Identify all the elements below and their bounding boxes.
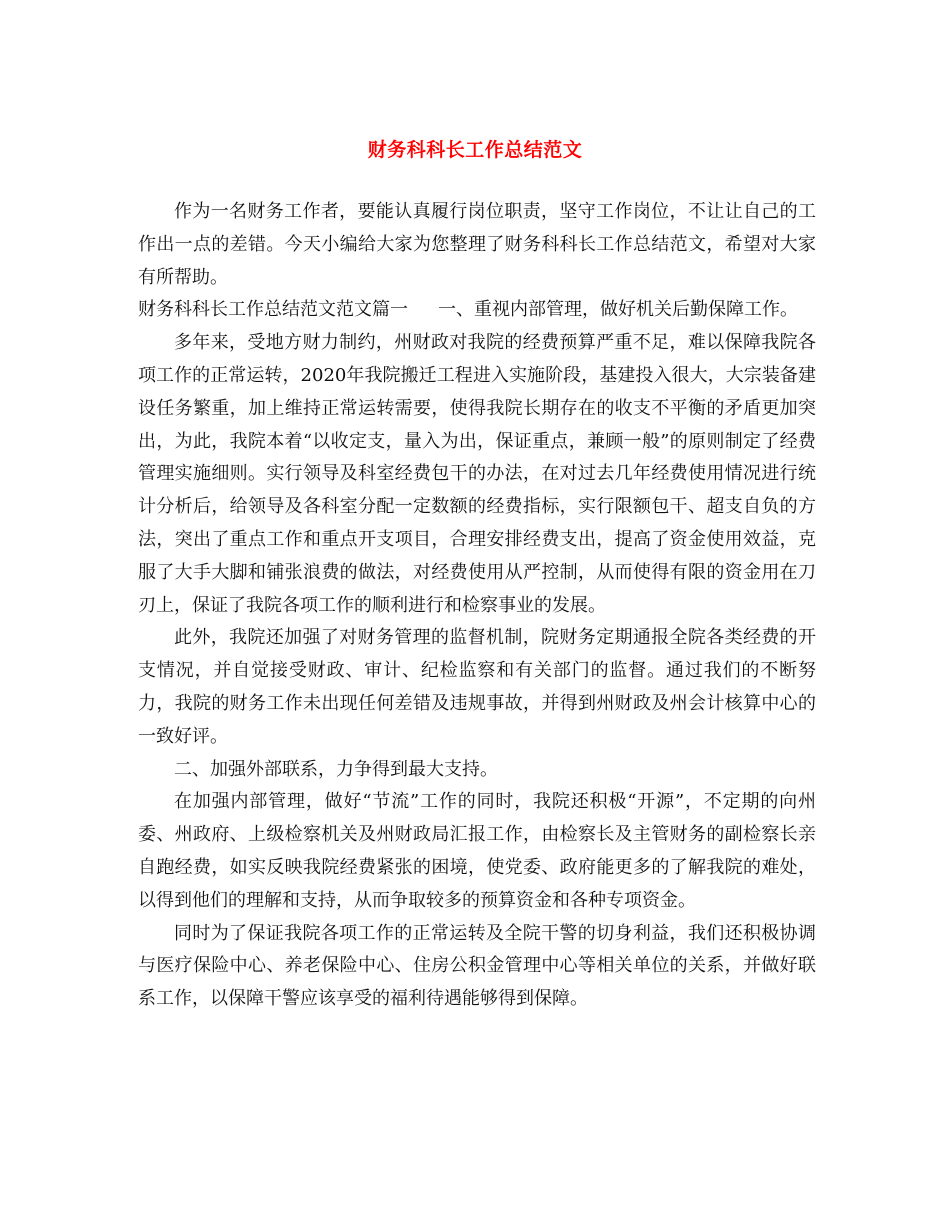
paragraph-budget-management: 多年来，受地方财力制约，州财政对我院的经费预算严重不足，难以保障我院各项工作的正常运转，2020年我院搬迁工程进入实施阶段，基建投入很大，大宗装备建设任务繁重，加上维持正常运转需要，使得我院长期存在的收支不平衡的矛盾更加突出，为此，我院本着“以收定支，量入为出，保证重点，兼顾一般”的原则制定了经费管理实施细则。实行领导及科室经费包干的办法，在对过去几年经费使用情况进行统计分析后，给领导及各科室分配一定数额的经费指标，实行限额包干、超支自负的方法，突出了重点工作和重点开支项目，合理安排经费支出，提高了资金使用效益，克服了大手大脚和铺张浪费的做法，对经费使用从严控制，从而使得有限的资金用在刀刃上，保证了我院各项工作的顺利进行和检察事业的发展。 [138, 332, 816, 616]
paragraph-supervision: 此外，我院还加强了对财务管理的监督机制，院财务定期通报全院各类经费的开支情况，并自觉接受财政、审计、纪检监察和有关部门的监督。通过我们的不断努力，我院的财务工作未出现任何差错及违规事故，并得到州财政及州会计核算中心的一致好评。 [138, 627, 816, 747]
intro-paragraph: 作为一名财务工作者，要能认真履行岗位职责，坚守工作岗位，不让让自己的工作出一点的差错。今天小编给大家为您整理了财务科科长工作总结范文，希望对大家有所帮助。 [138, 201, 816, 288]
paragraph-open-source: 在加强内部管理，做好“节流”工作的同时，我院还积极“开源”，不定期的向州委、州政府、上级检察机关及州财政局汇报工作，由检察长及主管财务的副检察长亲自跑经费，如实反映我院经费紧张的困境，使党委、政府能更多的了解我院的难处，以得到他们的理解和支持，从而争取较多的预算资金和各种专项资金。 [138, 791, 816, 911]
paragraph-welfare: 同时为了保证我院各项工作的正常运转及全院干警的切身利益，我们还积极协调与医疗保险中心、养老保险中心、住房公积金管理中心等相关单位的关系，并做好联系工作，以保障干警应该享受的福利待遇能够得到保障。 [138, 922, 816, 1010]
document-body [138, 196, 816, 1016]
section-label: 财务科科长工作总结范文范文篇一 [138, 299, 408, 321]
section-heading-line [138, 294, 816, 327]
section-item-heading: 一、重视内部管理，做好机关后勤保障工作。 [438, 299, 798, 321]
subheading-external-contact: 二、加强外部联系，力争得到最大支持。 [174, 758, 498, 780]
document-title: 财务科科长工作总结范文 [367, 139, 583, 161]
